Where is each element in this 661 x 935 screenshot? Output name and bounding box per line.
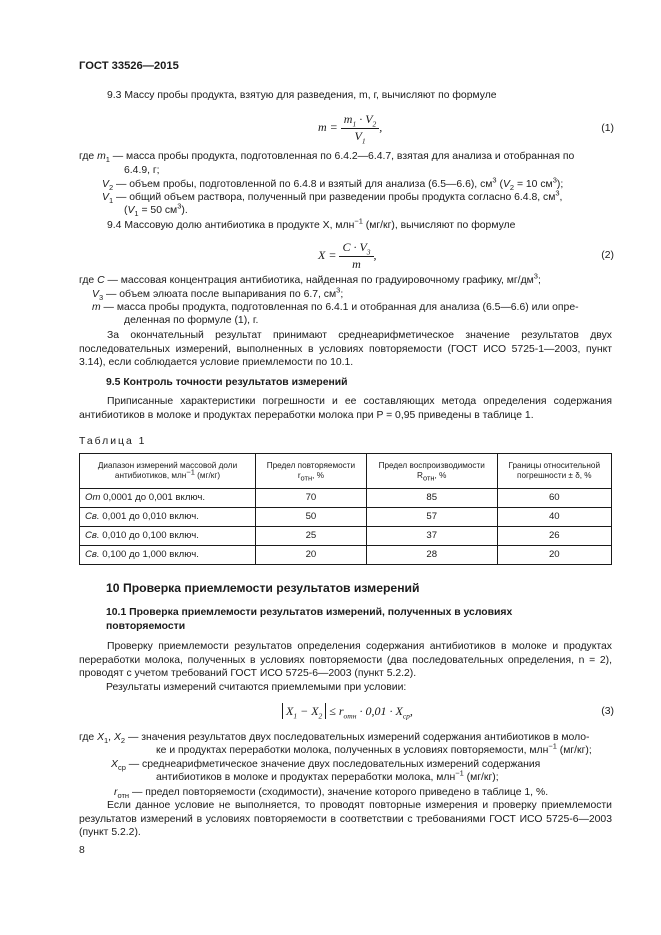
paragraph-10-1: Проверку приемлемости результатов определения содержания антибиотиков в молоке и продуктах переработки молока, полученных в условиях повторяемости (два последовательных определения, n = 2), проводят с учетом требований ГОСТ ИСО 5725-6—2003 (пункт 5.2.2). bbox=[79, 641, 612, 680]
table-1 bbox=[79, 453, 612, 565]
definition-v1-cont: ($V_1 = 50$ $см^3$). bbox=[124, 201, 188, 219]
table-caption: Таблица 1 bbox=[79, 436, 147, 447]
definition-xcp: $X_{ср}$ — среднеарифметическое значение двух последовательных измерений содержания bbox=[111, 759, 541, 773]
definition-m-cont: деленная по формуле (1), г. bbox=[124, 315, 259, 326]
formula-2: X = $\frac{C \cdot V_3}{m}$ , bbox=[318, 240, 377, 271]
table-row: От 0,0001 до 0,001 включ. 70 85 60 bbox=[80, 489, 612, 508]
header-reproducibility: Предел воспроизводимости $R_{отн}$, % bbox=[366, 454, 497, 489]
paragraph-9-4: 9.4 Массовую долю антибиотика в продукте X, млн$^{-1}$ (мг/кг), вычисляют по формуле bbox=[107, 216, 516, 231]
formula-2-number: (2) bbox=[601, 250, 614, 261]
header-repeatability: Предел повторяемости $r_{отн}$, % bbox=[256, 454, 367, 489]
page-number: 8 bbox=[79, 845, 85, 856]
table-row: Св. 0,010 до 0,100 включ. 25 37 26 bbox=[80, 527, 612, 546]
table-header-row bbox=[80, 454, 612, 489]
paragraph-9-3: 9.3 Массу пробы продукта, взятую для разведения, m, г, вычисляют по формуле bbox=[107, 90, 497, 101]
formula-3: $X_1 - X_2 \le r_{отн} \cdot 0,01 \cdot X_{ср}$, bbox=[282, 703, 413, 719]
formula-1: m = $\frac{m_1 \cdot V_2}{V_1}$ , bbox=[318, 112, 383, 145]
paragraph-last: Если данное условие не выполняется, то проводят повторные измерения и проверку приемлемости результатов измерений в условиях повторяемости в соответствии с требованиями ГОСТ ИСО 5725-6—2003 (пункт 5.2.2). bbox=[79, 800, 612, 839]
heading-10: 10 Проверка приемлемости результатов измерений bbox=[106, 581, 420, 595]
paragraph-final-result: За окончательный результат принимают среднеарифметическое значение результатов двух последовательных измерений, выполненных в условиях повторяемости (ГОСТ ИСО 5725-1—2003, пункт 3.14), если соблюдается условие приемлемости по 10.1. bbox=[79, 330, 612, 369]
formula-1-number: (1) bbox=[601, 123, 614, 134]
definition-m1: где $m_1$ — масса пробы продукта, подготовленная по 6.4.2—6.4.7, взятая для анализа и отобранная по bbox=[79, 151, 575, 165]
heading-9-5: 9.5 Контроль точности результатов измерений bbox=[106, 377, 348, 388]
table-row: Св. 0,100 до 1,000 включ. 20 28 20 bbox=[80, 546, 612, 565]
table-row: Св. 0,001 до 0,010 включ. 50 57 40 bbox=[80, 508, 612, 527]
heading-10-1: 10.1 Проверка приемлемости результатов измерений, полученных в условиях повторяемости bbox=[106, 607, 513, 632]
definition-xcp-cont: антибиотиков в молоке и продуктах переработки молока, млн$^{-1}$ (мг/кг); bbox=[156, 768, 499, 783]
definition-c: где C — массовая концентрация антибиотика, найденная по градуировочному графику, $мг/дм^3$; bbox=[79, 271, 541, 286]
paragraph-9-5: Приписанные характеристики погрешности и ее составляющих метода определения содержания антибиотиков в молоке и продуктах переработки молока при P = 0,95 приведены в таблице 1. bbox=[79, 396, 612, 421]
definition-x1-x2: где $X_1$, $X_2$ — значения результатов двух последовательных измерений содержания антибиотиков в моло- bbox=[79, 732, 590, 746]
definition-x1-x2-cont: ке и продуктах переработки молока, полученных в условиях повторяемости, млн$^{-1}$ (мг/кг); bbox=[156, 741, 592, 756]
header-error-bounds: Границы относительной погрешности ± δ, % bbox=[497, 454, 611, 489]
definition-v1: $V_1$ — общий объем раствора, полученный при разведении пробы продукта согласно 6.4.8, $см^3$, bbox=[102, 188, 563, 206]
formula-3-number: (3) bbox=[601, 706, 614, 717]
definition-m: m — масса пробы продукта, подготовленная по 6.4.1 и отобранная для анализа (6.5—6.6) или опре- bbox=[92, 302, 579, 313]
definition-m1-cont: 6.4.9, г; bbox=[124, 165, 160, 176]
definition-v3: $V_3$ — объем элюата после выпаривания по 6.7, $см^3$; bbox=[92, 285, 344, 303]
definition-v2: $V_2$ — объем пробы, подготовленной по 6.4.8 и взятый для анализа (6.5—6.6), $см^3$ ($V_2 = 10$ $см^3$); bbox=[102, 175, 564, 193]
definition-r: $r_{отн}$ — предел повторяемости (сходимости), значение которого приведено в таблице 1, %. bbox=[114, 787, 549, 801]
document-header: ГОСТ 33526—2015 bbox=[79, 60, 179, 72]
paragraph-condition: Результаты измерений считаются приемлемыми при условии: bbox=[106, 682, 407, 693]
header-range: Диапазон измерений массовой доли антибиотиков, млн$^{-1}$ (мг/кг) bbox=[80, 454, 256, 489]
